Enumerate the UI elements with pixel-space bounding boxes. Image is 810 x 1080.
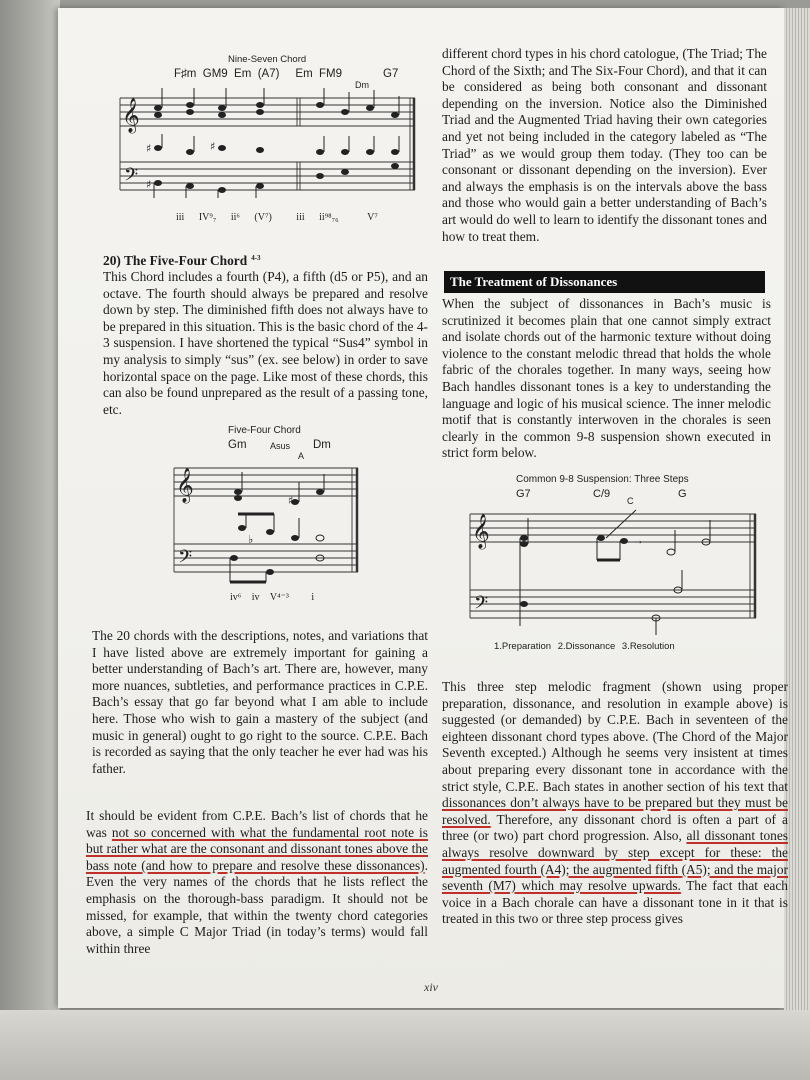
underlined-must-be-resolved: dissonances don’t always have to be prepared but they must be resolved. <box>442 795 788 827</box>
svg-text:𝄢: 𝄢 <box>178 547 193 572</box>
roman-1: iii <box>176 212 185 223</box>
figure2-score <box>170 458 365 588</box>
svg-text:♯: ♯ <box>288 494 294 507</box>
treatment-para <box>442 296 771 462</box>
section20-title: 20) The Five-Four Chord $^{4-3}$ <box>103 253 261 268</box>
figure2-chord-a: A <box>298 451 305 461</box>
background-table-left <box>0 0 60 1080</box>
para-20-chords <box>92 628 428 777</box>
three-step-para-text: This three step melodic fragment (shown using proper preparation, dissonance, and resolution in example above) is suggested (or demanded) by C.P.E. Bach in seventeen of the eighteen dissonant chord types above. (The Chord of the Major Seventh excepted.) Although he seems very insistent at times about preparing every dissonant tone in accordance with the strict style, C.P.E. Bach states in another section of his text that dissonances don’t always have to be prepared but they must be resolved. Therefore, any dissonant chord is often a part of a three (or two) part chord progression. Also, all dissonant tones always resolve downward by step except for these: the augmented fourth (A4); the augmented fifth (A5); and the major seventh (M7) which may resolve upwards. The fact that each voice in a Bach chorale can have a dissonant tone in it that is treated in this two or three step process gives <box>442 679 789 927</box>
svg-text:𝄢: 𝄢 <box>474 593 489 618</box>
step-preparation: 1.Preparation <box>494 641 552 652</box>
three-step-para <box>442 679 788 928</box>
figure3-chord-c: C <box>627 496 634 506</box>
roman-4: (V⁷) <box>254 212 272 223</box>
figure2-romans <box>230 592 314 603</box>
svg-text:→: → <box>632 533 644 547</box>
underlined-consonant-dissonant: not so concerned with what the fundamental root note is but rather what are the consonant and dissonant tones above the bass note (and how to prepare and resolve these dissonances) <box>86 824 428 873</box>
svg-text:𝄞: 𝄞 <box>176 468 194 503</box>
page-number: xiv <box>424 980 438 994</box>
figure3-chord-g7: G7 <box>516 488 531 500</box>
svg-text:𝄢: 𝄢 <box>124 165 139 190</box>
figure3-chord-g: G <box>678 488 687 500</box>
figure1-chord-dm: Dm <box>355 80 369 90</box>
section20 <box>103 253 428 418</box>
right-top-para-text: different chord types in his chord catologue, (The Triad; The Chord of the Sixth; and The Six-Four Chord), and that it can be considered as being both consonant and dissonant depending on the inversion. Notice also the Diminished Triad and the Augmented Triad having their own categories and yet not being included in the category labeled as “The Triad” as we would group them today. (They too can be consonant or dissonant depending on the inversion). Ever and always the emphasis is on the intervals above the bass and those who would gain a better understanding of Bach’s art would do well to learn to identify the dissonant tones and how to treat them. <box>442 46 767 244</box>
roman-6: ii⁹⁸₇₆ <box>319 212 339 223</box>
right-top-para <box>442 46 767 245</box>
svg-text:♯: ♯ <box>210 140 216 153</box>
para-20-chords-text: The 20 chords with the descriptions, notes, and variations that I have listed above are extremely important for gaining a better understanding of Bach’s art. There are, however, many more nuances, subtleties, and performance practices in C.P.E. Bach’s essay that go far beyond what I am able to include here. Those who wish to gain a mastery of the subject (and music in general) ought to go right to the source. C.P.E. Bach is recorded as saying that the only teacher he ever had was his father. <box>92 628 428 776</box>
svg-text:𝄞: 𝄞 <box>122 98 140 133</box>
para-evident-text: It should be evident from C.P.E. Bach’s list of chords that he was not so concerned with what the fundamental root note is but rather what are the consonant and dissonant tones above the bass note (and how to prepare and resolve these dissonances). Even the very names of the chords that he lists reflect the emphasis on the thorough-bass paradigm. It should not be missed, for example, that within the twenty chord categories above, a simple C Major Triad (in today’s terms) would fall within three <box>86 808 428 956</box>
figure3-chord-c9: C/9 <box>593 488 611 500</box>
roman-iv6: iv⁶ <box>230 592 242 603</box>
figure1-title: Nine-Seven Chord <box>228 54 307 65</box>
figure2-chord-asus: Asus <box>270 441 291 451</box>
step-resolution: 3.Resolution <box>621 641 675 652</box>
roman-2: IV⁹₇ <box>198 212 217 223</box>
figure1-chords: F♯m GM9 Em (A7) Em FM9 <box>174 68 343 80</box>
figure3-score <box>466 500 766 640</box>
figure2-chord-gm: Gm <box>228 439 247 451</box>
figure2-chord-dm: Dm <box>313 439 331 451</box>
section20-body: This Chord includes a fourth (P4), a fifth (d5 or P5), and an octave. The fourth should always be prepared and resolve down by step. The diminished fifth does not always have to be prepared in this situation. This is the basic chord of the 4-3 suspension. I have shortened the typical “Sus4” symbol in my analysis to simply “sus” (ex. see below) in order to save horizontal space on the page. Like most of these chords, this can also be found unprepared as the result of a passing tone, etc. <box>103 269 428 417</box>
figure3-steps <box>494 641 675 652</box>
section-heading-treatment: The Treatment of Dissonances <box>444 271 765 293</box>
roman-3: ii⁶ <box>230 212 240 223</box>
para-evident <box>86 808 428 957</box>
background-table-bottom <box>0 1010 810 1080</box>
roman-i: i <box>311 592 315 603</box>
figure3-title: Common 9-8 Suspension: Three Steps <box>516 474 689 485</box>
step-dissonance: 2.Dissonance <box>557 641 616 652</box>
section20-sup: 4-3 <box>251 253 261 262</box>
figure1-chord-g7: G7 <box>383 68 399 80</box>
figure2-title: Five-Four Chord <box>228 425 301 436</box>
svg-text:♯: ♯ <box>146 178 152 191</box>
figure1-romans <box>176 212 378 223</box>
roman-7: V⁷ <box>367 212 378 223</box>
roman-5: iii <box>296 212 305 223</box>
underlined-resolve-downward: all dissonant tones always resolve downward by step except for these: the augmented fourth (A4); the augmented fifth (A5); and the major seventh (M7) which may resolve upwards. <box>442 828 788 894</box>
svg-text:♯: ♯ <box>146 142 152 155</box>
roman-iv: iv <box>251 592 260 603</box>
treatment-para-text: When the subject of dissonances in Bach’s music is scrutinized it becomes plain that one cannot simply extract and isolate chords out of the harmonic texture without doing violence to the constant melodic thread that holds the whole fabric of the chorales together. In many ways, seeing how Bach handles dissonant tones is a key to understanding the language and logic of his musical science. The inner melodic motif that is constantly interwoven in the chorales is seen clearly in the common 9-8 suspension shown executed in strict form below. <box>442 296 771 461</box>
figure1-score <box>110 88 420 198</box>
svg-text:𝄞: 𝄞 <box>472 514 490 549</box>
roman-v43: V⁴⁻³ <box>269 592 289 603</box>
svg-text:♭: ♭ <box>248 533 254 546</box>
